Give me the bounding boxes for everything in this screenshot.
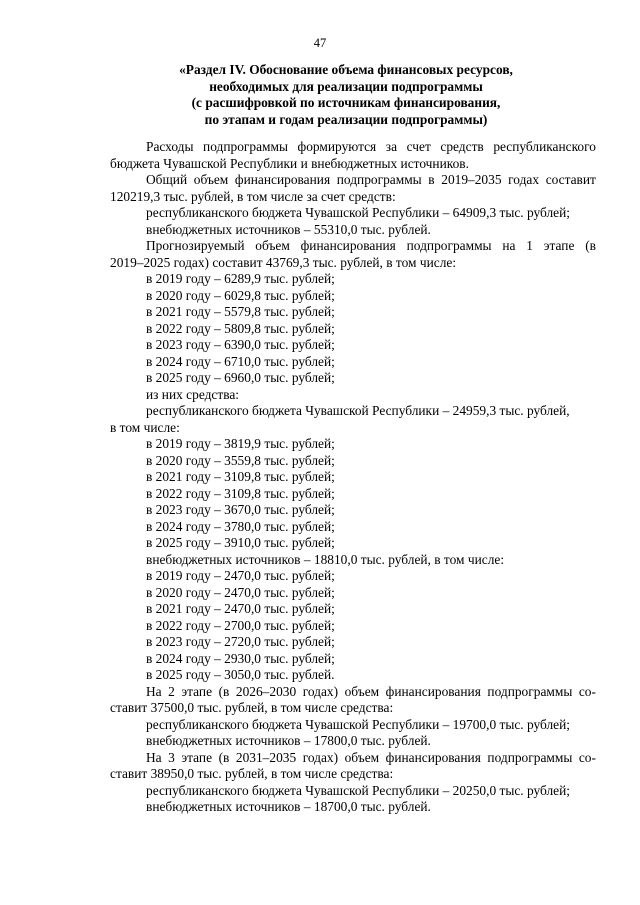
text-line: 120219,3 тыс. рублей, в том числе за счет средств: <box>110 188 396 204</box>
text-line: республиканского бюджета Чувашской Республики – 64909,3 тыс. рублей; <box>146 205 571 220</box>
text-line: внебюджетных источников – 18810,0 тыс. рублей, в том числе: <box>146 551 505 567</box>
text-line: Прогнозируемый объем финансирования подпрограммы на 1 этапе (в <box>146 238 596 253</box>
text-line: 2019–2025 годах) составит 43769,3 тыс. рублей, в том числе: <box>110 254 457 270</box>
text-line: в 2025 году – 6960,0 тыс. рублей; <box>146 370 335 385</box>
text-line: в 2020 году – 3559,8 тыс. рублей; <box>146 452 335 468</box>
heading-line: (с расшифровкой по источникам финансирования, <box>191 95 501 110</box>
text-line: в 2022 году – 2700,0 тыс. рублей; <box>146 617 335 633</box>
text-line: республиканского бюджета Чувашской Республики – 20250,0 тыс. рублей; <box>146 782 571 798</box>
text-line: ставит 38950,0 тыс. рублей, в том числе средства: <box>110 766 394 781</box>
document-body <box>110 139 596 816</box>
section-heading <box>96 62 596 128</box>
heading-line: необходимых для реализации подпрограммы <box>209 78 483 94</box>
text-line: в 2019 году – 3819,9 тыс. рублей; <box>146 436 335 451</box>
text-line: в 2024 году – 6710,0 тыс. рублей; <box>146 353 335 369</box>
text-line: в том числе: <box>110 419 180 435</box>
text-line: в 2024 году – 3780,0 тыс. рублей; <box>146 518 335 534</box>
text-line: в 2021 году – 2470,0 тыс. рублей; <box>146 601 335 616</box>
text-line: ставит 37500,0 тыс. рублей, в том числе средства: <box>110 700 394 715</box>
text-line: внебюджетных источников – 55310,0 тыс. рублей. <box>146 221 431 237</box>
text-line: в 2023 году – 3670,0 тыс. рублей; <box>146 502 335 517</box>
text-line: внебюджетных источников – 18700,0 тыс. рублей. <box>146 799 431 814</box>
text-line: в 2022 году – 3109,8 тыс. рублей; <box>146 485 335 501</box>
text-line: На 2 этапе (в 2026–2030 годах) объем финансирования подпрограммы со- <box>146 683 596 699</box>
text-line: внебюджетных источников – 17800,0 тыс. рублей. <box>146 733 431 748</box>
text-line: бюджета Чувашской Республики и внебюджетных источников. <box>110 155 469 171</box>
text-line: На 3 этапе (в 2031–2035 годах) объем финансирования подпрограммы со- <box>146 749 596 765</box>
heading-line: по этапам и годам реализации подпрограммы) <box>204 111 488 127</box>
text-line: Расходы подпрограммы формируются за счет средств республиканского <box>146 139 596 154</box>
text-line: в 2019 году – 2470,0 тыс. рублей; <box>146 568 335 583</box>
text-line: в 2022 году – 5809,8 тыс. рублей; <box>146 320 335 336</box>
text-line: в 2021 году – 3109,8 тыс. рублей; <box>146 469 335 484</box>
text-line: в 2020 году – 2470,0 тыс. рублей; <box>146 584 335 600</box>
text-line: в 2024 году – 2930,0 тыс. рублей; <box>146 650 335 666</box>
text-line: республиканского бюджета Чувашской Республики – 19700,0 тыс. рублей; <box>146 716 571 732</box>
text-line: в 2023 году – 6390,0 тыс. рублей; <box>146 337 335 352</box>
heading-line: «Раздел IV. Обоснование объема финансовых ресурсов, <box>179 62 513 77</box>
text-line: в 2023 году – 2720,0 тыс. рублей; <box>146 634 335 649</box>
text-line: в 2021 году – 5579,8 тыс. рублей; <box>146 304 335 319</box>
page-number: 47 <box>313 36 327 50</box>
text-line: из них средства: <box>146 386 240 402</box>
text-line: в 2025 году – 3050,0 тыс. рублей. <box>146 667 335 682</box>
text-line: Общий объем финансирования подпрограммы в 2019–2035 годах составит <box>146 172 596 187</box>
text-line: республиканского бюджета Чувашской Республики – 24959,3 тыс. рублей, <box>146 403 570 418</box>
text-line: в 2019 году – 6289,9 тыс. рублей; <box>146 271 335 286</box>
text-line: в 2020 году – 6029,8 тыс. рублей; <box>146 287 335 303</box>
text-line: в 2025 году – 3910,0 тыс. рублей; <box>146 535 335 550</box>
